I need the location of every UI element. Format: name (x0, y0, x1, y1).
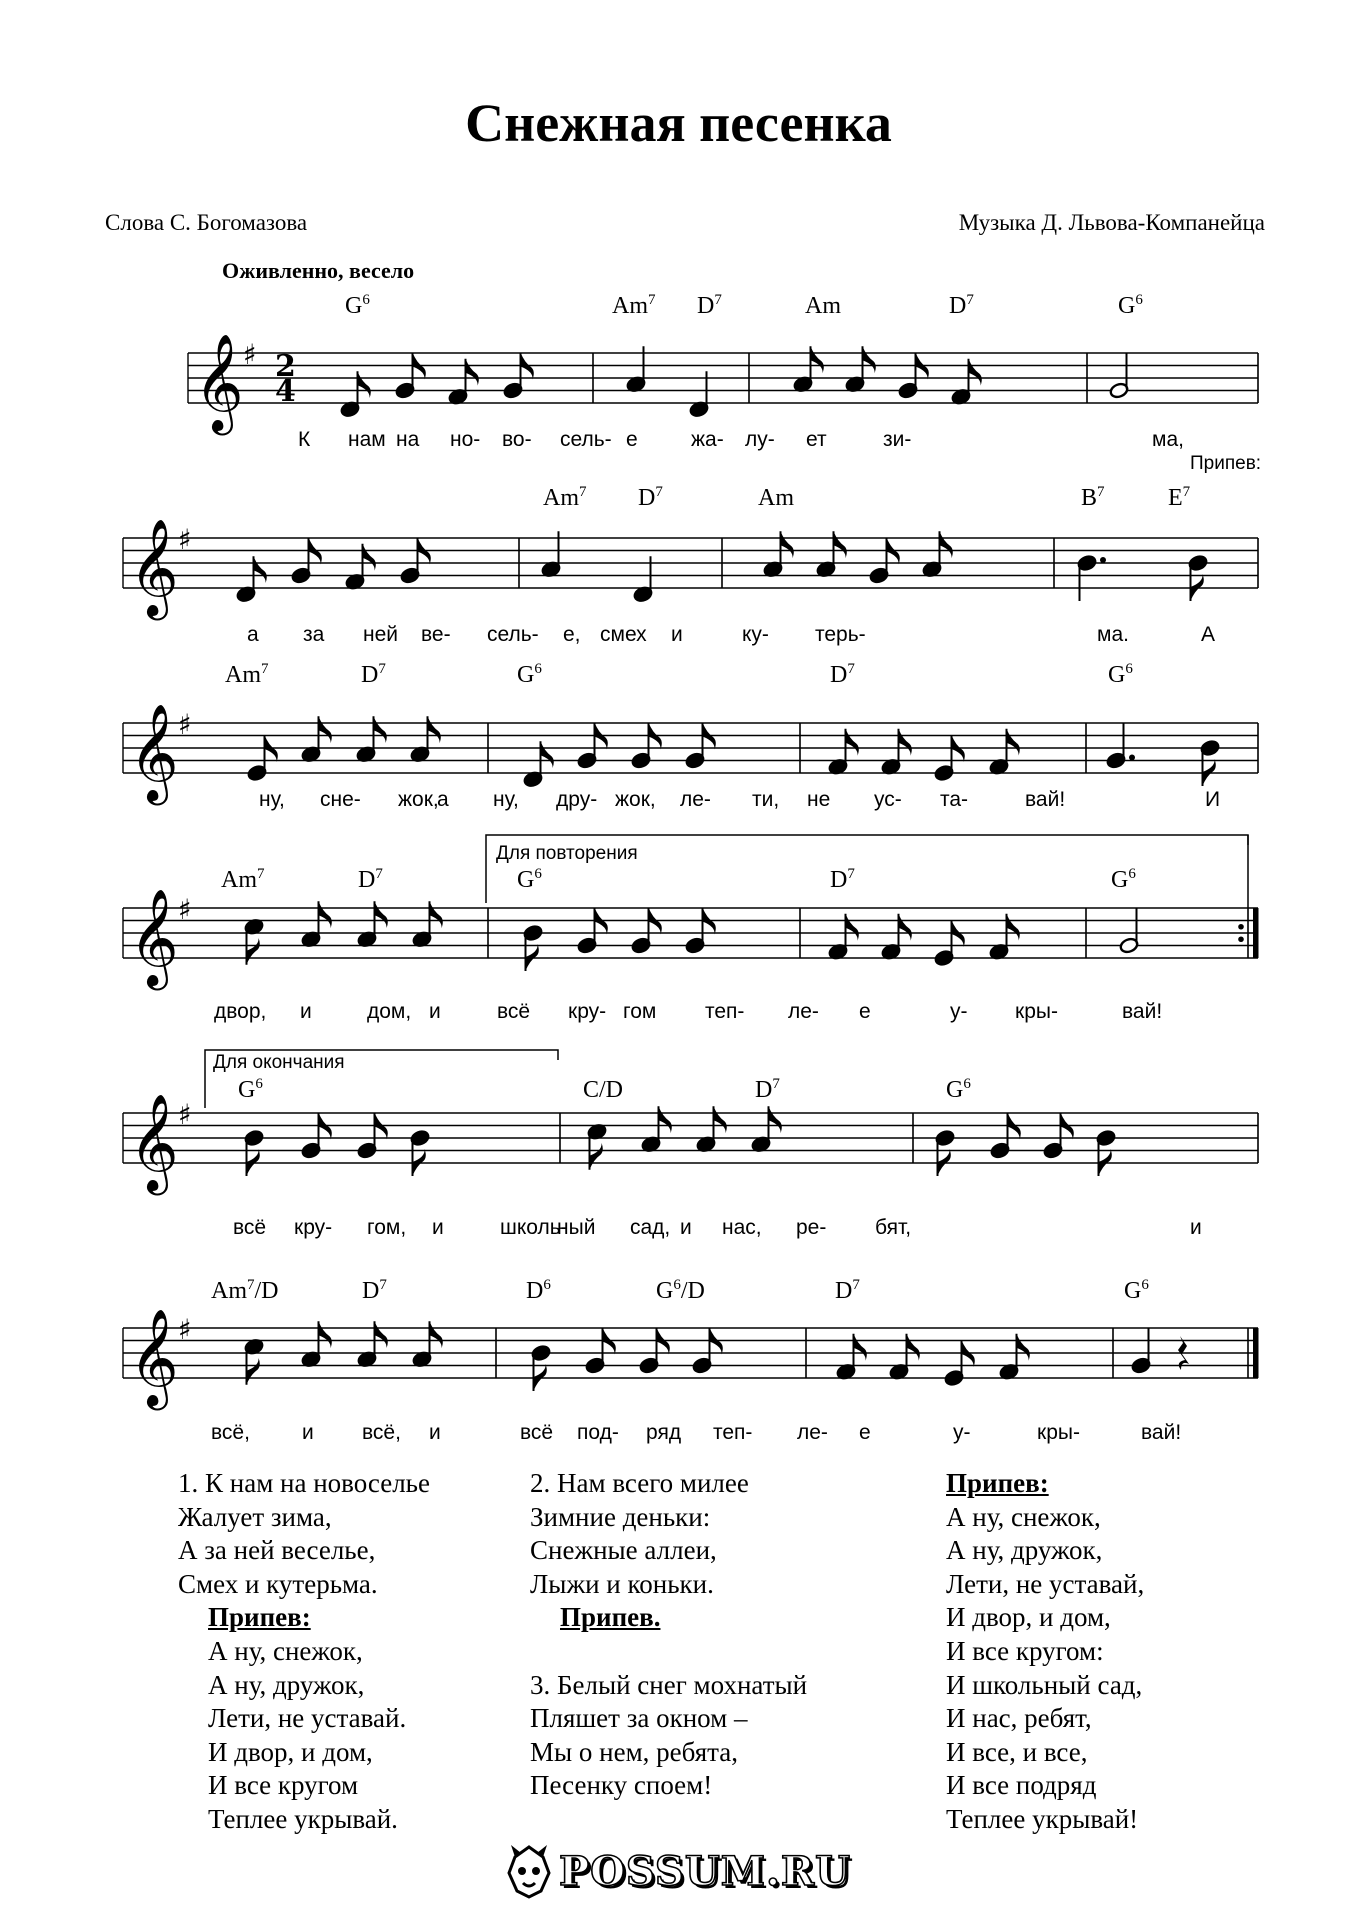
lyric-syllable: ну, (493, 788, 519, 811)
lyric-syllable: во- (502, 428, 532, 451)
chord-symbol: $D^7$ (830, 866, 855, 893)
note-flag (375, 901, 388, 928)
treble-clef-icon: 𝄞 (129, 1093, 179, 1191)
verse-line: Лыжи и коньки. (530, 1568, 714, 1599)
refrain-heading: Припев: (208, 1602, 311, 1633)
repeat-thick-line (1253, 908, 1259, 958)
note-flag (907, 1334, 920, 1361)
final-thick-line (1253, 1328, 1259, 1378)
chord-symbol: Am$^7$ (225, 661, 269, 688)
note-flag (899, 914, 912, 941)
logo-text: POSSUM.RU (559, 1847, 852, 1895)
chord-symbol: Am$^7$ (543, 484, 587, 511)
lyric-syllable: всё (233, 1216, 267, 1239)
note-flag (811, 346, 824, 373)
staff-system-4 (0, 865, 1357, 1005)
lyric-syllable: и (300, 1000, 312, 1023)
lyric-syllable: но- (450, 428, 481, 451)
chord-symbol: $G^6$ (946, 1076, 971, 1103)
refrain-label-score: Припев: (1190, 453, 1262, 474)
verse-line: Мы о нем, ребята, (530, 1736, 738, 1767)
chord-symbol: Am (758, 485, 794, 511)
lyric-syllable: сне- (320, 788, 361, 811)
volta-end-label: Для окончания (213, 1052, 345, 1073)
note-flag (319, 1321, 332, 1348)
lyric-syllable: ве- (421, 623, 451, 646)
lyric-syllable: и (680, 1216, 692, 1239)
time-signature-bottom: 4 (275, 374, 296, 409)
lyric-syllable: ле- (788, 1000, 819, 1023)
verse-line: А ну, снежок, (946, 1501, 1101, 1532)
lyric-syllable: ет (806, 428, 827, 451)
note-dot (1100, 557, 1106, 563)
verse-line: А за ней веселье, (178, 1535, 376, 1566)
treble-clef-icon: 𝄞 (129, 703, 179, 801)
tempo-marking: Оживленно, весело (222, 258, 415, 283)
verse-line: 3. Белый снег мохнатый (530, 1669, 808, 1700)
lyric-syllable: ле- (680, 788, 711, 811)
lyric-syllable: нас, (722, 1216, 762, 1239)
lyric-syllable: ти, (752, 788, 780, 811)
chord-symbol: $D^7$ (358, 866, 383, 893)
chord-symbol: Am$^7$ (221, 866, 265, 893)
lyric-syllable: у- (950, 1000, 968, 1023)
note-flag (1017, 1334, 1030, 1361)
chord-symbol: $D^7$ (835, 1277, 860, 1304)
lyric-syllable: ре- (796, 1216, 827, 1239)
sharp-icon: ♯ (243, 338, 257, 371)
lyric-syllable: и (671, 623, 683, 646)
note-flag (769, 1106, 782, 1133)
lyric-syllable: под- (577, 1421, 619, 1444)
verse-line: И все кругом: (946, 1635, 1104, 1666)
lyric-syllable: ус- (874, 788, 902, 811)
lyric-syllable: ма. (1097, 623, 1129, 646)
lyric-syllable: е, (563, 623, 581, 646)
lyric-syllable: ку- (742, 623, 769, 646)
lyric-syllable: гом (623, 1000, 657, 1023)
note-flag (854, 1334, 867, 1361)
chord-symbol: $G^6$ (1124, 1277, 1149, 1304)
lyric-syllable: ле- (797, 1421, 828, 1444)
verse-line: И все кругом (208, 1770, 359, 1801)
note-flag (940, 531, 953, 558)
sharp-icon: ♯ (178, 523, 192, 556)
note-flag (358, 371, 371, 398)
lyric-syllable: смех (600, 623, 647, 646)
note-flag (846, 729, 859, 756)
chord-symbol: Am$^7$ (612, 292, 656, 319)
verse-line: Лети, не уставай, (946, 1568, 1145, 1599)
note-flag (428, 716, 441, 743)
chord-symbol: $D^7$ (830, 661, 855, 688)
verse-line: Теплее укрывай! (946, 1803, 1139, 1834)
refrain-heading: Припев: (946, 1468, 1049, 1498)
sharp-icon: ♯ (178, 1313, 192, 1346)
treble-clef-icon: 𝄞 (194, 333, 244, 431)
lyric-syllable: всё, (211, 1421, 250, 1444)
verse-line: Зимние деньки: (530, 1501, 711, 1532)
lyric-syllable: кру- (568, 1000, 607, 1023)
staff-system-3 (0, 680, 1357, 820)
lyric-syllable: и (429, 1421, 441, 1444)
lyric-syllable: ма, (1152, 428, 1184, 451)
repeat-dot (1238, 936, 1244, 942)
chord-symbol: $G^6$ (238, 1076, 263, 1103)
lyric-syllable: за (303, 623, 325, 646)
lyric-syllable: кры- (1015, 1000, 1058, 1023)
chord-symbol: $G^6$ (1118, 292, 1143, 319)
lyric-syllable: всё, (362, 1421, 401, 1444)
note-flag (590, 1143, 603, 1170)
note-flag (247, 938, 260, 965)
chord-symbol: $D^7$ (361, 661, 386, 688)
verse-line: И двор, и дом, (208, 1736, 373, 1767)
verse-column-2 (530, 1467, 807, 1803)
lyric-syllable: бят, (875, 1216, 912, 1239)
lyric-syllable: ряд (646, 1421, 682, 1444)
treble-clef-icon: 𝄞 (129, 888, 179, 986)
lyric-syllable: лу- (745, 428, 775, 451)
lyric-syllable: та- (940, 788, 969, 811)
volta-repeat-label: Для повторения (496, 843, 638, 864)
note-flag (969, 359, 982, 386)
lyric-syllable: школь- (500, 1216, 568, 1239)
verse-line: А ну, дружок, (208, 1669, 365, 1700)
note-dot (1129, 755, 1135, 761)
lyric-syllable: у- (953, 1421, 971, 1444)
lyric-syllable: сад, (630, 1216, 671, 1239)
lyric-syllable: зи- (883, 428, 912, 451)
note-flag (1007, 729, 1020, 756)
lyric-syllable: дру- (556, 788, 598, 811)
note-flag (247, 1358, 260, 1385)
note-flag (714, 1106, 727, 1133)
lyric-syllable: всё (520, 1421, 554, 1444)
chord-symbol: $G^6$ (345, 292, 370, 319)
lyric-syllable: не (807, 788, 831, 811)
note-flag (541, 741, 554, 768)
note-flag (863, 346, 876, 373)
note-flag (466, 359, 479, 386)
verse-line: Смех и кутерьма. (178, 1568, 378, 1599)
lyric-syllable: ный (557, 1216, 596, 1239)
time-signature-top: 2 (275, 349, 296, 384)
verse-line: 2. Нам всего милее (530, 1468, 749, 1498)
lyric-syllable: дом, (367, 1000, 412, 1023)
lyric-syllable: И (1205, 788, 1221, 811)
note-flag (319, 901, 332, 928)
lyric-syllable: жа- (691, 428, 724, 451)
verse-line: Снежные аллеи, (530, 1535, 717, 1566)
note-flag (430, 1321, 443, 1348)
lyric-syllable: К (298, 428, 311, 451)
lyric-syllable: сель- (487, 623, 539, 646)
treble-clef-icon: 𝄞 (129, 1308, 179, 1406)
lyric-syllable: теп- (705, 1000, 745, 1023)
chord-symbol: $G^6/D$ (656, 1277, 705, 1304)
song-title: Снежная песенка (465, 93, 892, 153)
note-flag (781, 531, 794, 558)
lyric-syllable: двор, (214, 1000, 267, 1023)
chord-symbol: $B^7$ (1081, 484, 1105, 511)
verse-column-1 (178, 1467, 430, 1837)
lyric-syllable: е (859, 1421, 871, 1444)
staff-system-5 (0, 1070, 1357, 1210)
chord-symbol: $D^6$ (526, 1277, 551, 1304)
note-flag (846, 914, 859, 941)
chord-symbol: $G^6$ (517, 661, 542, 688)
verse-column-3 (946, 1467, 1144, 1837)
verse-line: Песенку споем! (530, 1770, 713, 1801)
verse-line: И школьный сад, (946, 1669, 1143, 1700)
chord-symbol: $G^6$ (1111, 866, 1136, 893)
treble-clef-icon: 𝄞 (129, 518, 179, 616)
lyric-syllable: вай! (1025, 788, 1066, 811)
verse-line: И все подряд (946, 1770, 1097, 1801)
repeat-dot (1238, 924, 1244, 930)
possum-logo[interactable] (505, 1843, 851, 1899)
chord-symbol: $E^7$ (1168, 484, 1191, 511)
lyric-syllable: всё (497, 1000, 531, 1023)
lyric-syllable: вай! (1141, 1421, 1182, 1444)
lyric-syllable: и (302, 1421, 314, 1444)
note-flag (374, 716, 387, 743)
lyric-syllable: сель- (560, 428, 612, 451)
lyric-syllable: жок, (398, 788, 439, 811)
lyric-syllable: кры- (1037, 1421, 1080, 1444)
staff-system-6 (0, 1285, 1357, 1425)
lyric-syllable: е (859, 1000, 871, 1023)
note-flag (1007, 914, 1020, 941)
verse-line: И двор, и дом, (946, 1602, 1111, 1633)
sharp-icon: ♯ (178, 1098, 192, 1131)
verse-line: А ну, снежок, (208, 1635, 363, 1666)
lyric-syllable: е (626, 428, 638, 451)
chord-symbol: $D^7$ (697, 292, 722, 319)
lyric-syllable: и (432, 1216, 444, 1239)
note-flag (319, 716, 332, 743)
chord-symbol: $D^7$ (755, 1076, 780, 1103)
note-flag (375, 1321, 388, 1348)
chord-symbol: $G^6$ (1108, 661, 1133, 688)
chord-symbol: $D^7$ (362, 1277, 387, 1304)
lyric-syllable: а (437, 788, 449, 811)
lyric-syllable: теп- (713, 1421, 753, 1444)
note-flag (430, 901, 443, 928)
composer-credit: Музыка Д. Львова-Компанейца (958, 210, 1265, 235)
lyric-syllable: терь- (815, 623, 866, 646)
lyric-syllable: нам (348, 428, 386, 451)
note-flag (834, 531, 847, 558)
lyric-syllable: жок, (615, 788, 656, 811)
chord-symbol: Am (805, 293, 841, 319)
lyric-syllable: и (1190, 1216, 1202, 1239)
verse-line: Теплее укрывай. (208, 1803, 398, 1834)
chord-symbol: $G^6$ (517, 866, 542, 893)
lyric-syllable: ну, (259, 788, 285, 811)
chord-symbol: C/D (583, 1077, 624, 1103)
refrain-heading: Припев. (560, 1602, 661, 1633)
note-flag (363, 544, 376, 571)
note-flag (254, 556, 267, 583)
verse-line: И нас, ребят, (946, 1703, 1092, 1734)
chord-symbol: $D^7$ (949, 292, 974, 319)
lyric-syllable: вай! (1122, 1000, 1163, 1023)
possum-icon (505, 1843, 553, 1899)
verse-line: Лети, не уставай. (208, 1703, 407, 1734)
sharp-icon: ♯ (178, 893, 192, 926)
chord-symbol: Am$^7$/D (211, 1277, 279, 1304)
lyric-syllable: гом, (367, 1216, 407, 1239)
verse-line: 1. К нам на новоселье (178, 1468, 430, 1498)
lyricist-credit: Слова С. Богомазова (105, 210, 308, 235)
chord-symbol: $D^7$ (638, 484, 663, 511)
verse-line: И все, и все, (946, 1736, 1088, 1767)
lyric-syllable: А (1201, 623, 1216, 646)
staff-system-2 (0, 495, 1357, 635)
note-flag (659, 1106, 672, 1133)
lyric-syllable: на (396, 428, 420, 451)
lyric-syllable: кру- (294, 1216, 333, 1239)
lyric-syllable: ней (363, 623, 399, 646)
verse-line: Пляшет за окном – (530, 1703, 748, 1734)
verse-line: А ну, дружок, (946, 1535, 1103, 1566)
note-flag (899, 729, 912, 756)
lyric-syllable: а (247, 623, 259, 646)
sharp-icon: ♯ (178, 708, 192, 741)
lyric-syllable: и (429, 1000, 441, 1023)
verse-line: Жалует зима, (178, 1501, 332, 1532)
